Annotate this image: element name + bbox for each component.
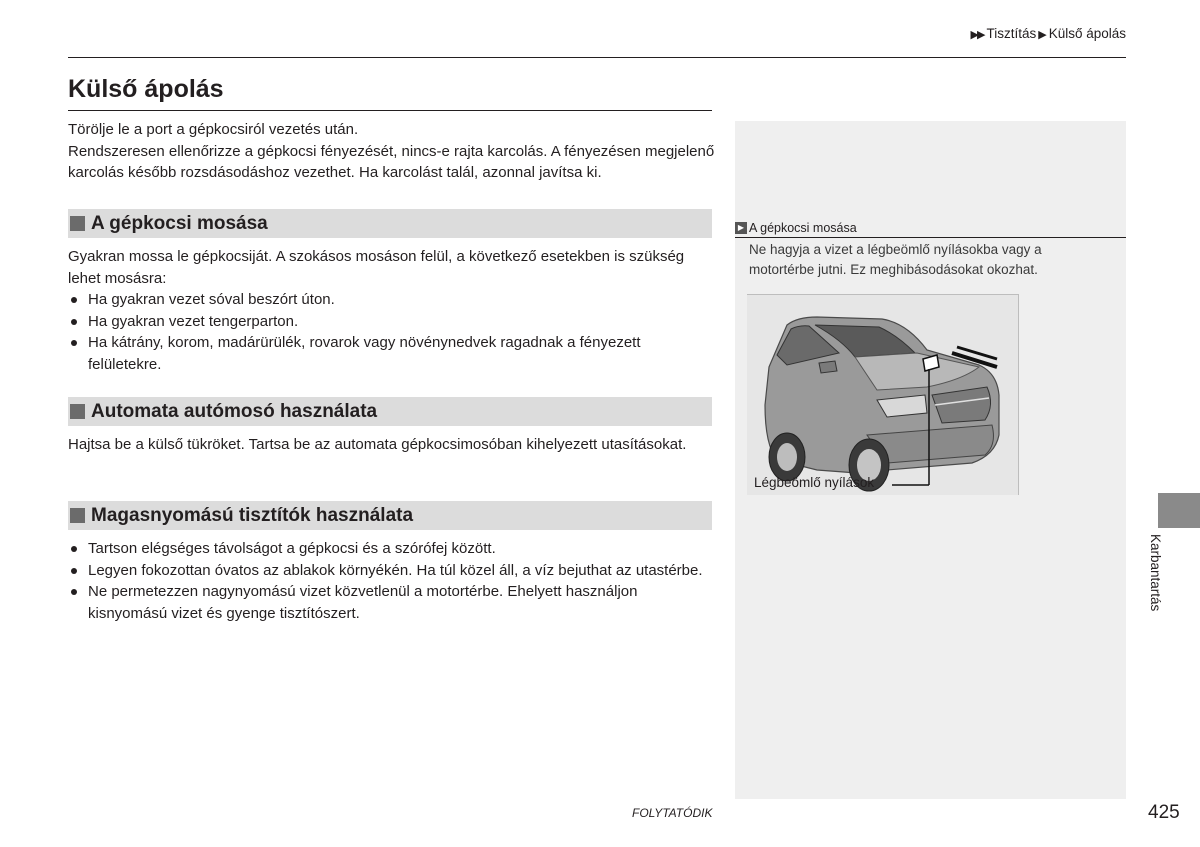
section-square-icon <box>70 404 85 419</box>
section-header-washing <box>68 209 712 238</box>
continued-indicator: FOLYTATÓDIK <box>632 806 713 820</box>
bullet-list <box>68 289 718 375</box>
intro-line-2: Rendszeresen ellenőrizze a gépkocsi fényezését, nincs-e rajta karcolás. A fényezésen megjelenő karcolás később rozsdásodáshoz vezethet. Ha karcolást talál, azonnal javítsa ki. <box>68 142 715 181</box>
list-item: Ha kátrány, korom, madárürülék, rovarok vagy növénynedvek ragadnak a fényezett felületekre. <box>68 332 718 375</box>
side-note-header <box>735 218 1126 238</box>
car-illustration <box>747 294 1019 495</box>
breadcrumb <box>971 26 1126 41</box>
chapter-name: Karbantartás <box>1148 534 1163 612</box>
chapter-tab-label <box>1145 534 1181 634</box>
side-note-text: Ne hagyja a vizet a légbeömlő nyílásokba vagy a motortérbe jutni. Ez meghibásodásokat okozhat. <box>749 242 1042 277</box>
side-note-title: A gépkocsi mosása <box>749 220 857 235</box>
list-item: Ne permetezzen nagynyomású vizet közvetlenül a motortérbe. Ehelyett használjon kisnyomású vizet és gyenge tisztítószert. <box>68 581 718 624</box>
arrow-icon: ▶ <box>1038 29 1047 41</box>
section-title: A gépkocsi mosása <box>91 212 268 234</box>
intro-line-1: Törölje le a port a gépkocsiról vezetés után. <box>68 121 359 138</box>
breadcrumb-item-exterior-care: Külső ápolás <box>1048 26 1126 41</box>
breadcrumb-item-cleaning: Tisztítás <box>986 26 1037 41</box>
section-text: Gyakran mossa le gépkocsiját. A szokásos mosáson felül, a következő esetekben is szükség lehet mosásra: <box>68 248 685 287</box>
bullet-list <box>68 538 718 624</box>
section-text: Hajtsa be a külső tükröket. Tartsa be az automata gépkocsimosóban kihelyezett utasításokat. <box>68 436 687 453</box>
section-title: Automata autómosó használata <box>91 400 378 422</box>
note-arrow-icon: ▶ <box>735 222 747 234</box>
list-item: Ha gyakran vezet sóval beszórt úton. <box>68 289 718 311</box>
header-divider <box>68 57 1126 58</box>
section-header-automatic-carwash <box>68 397 712 426</box>
section-body-pressure-washer <box>68 538 718 624</box>
section-body-washing <box>68 246 718 375</box>
section-square-icon <box>70 508 85 523</box>
list-item: Legyen fokozottan óvatos az ablakok környékén. Ha túl közel áll, a víz bejuthat az utastérbe. <box>68 560 718 582</box>
section-title: Magasnyomású tisztítók használata <box>91 504 414 526</box>
title-divider <box>68 110 712 111</box>
figure-label: Légbeömlő nyílások <box>754 475 875 490</box>
list-item: Ha gyakran vezet tengerparton. <box>68 311 718 333</box>
list-item: Tartson elégséges távolságot a gépkocsi és a szórófej között. <box>68 538 718 560</box>
intro-text <box>68 119 718 184</box>
page-number: 425 <box>1148 802 1180 823</box>
page-title: Külső ápolás <box>68 75 224 103</box>
double-arrow-icon: ▶▶ <box>970 29 984 41</box>
section-square-icon <box>70 216 85 231</box>
section-body-automatic-carwash <box>68 434 718 456</box>
chapter-tab <box>1158 493 1200 528</box>
car-drawing <box>747 295 1018 495</box>
section-header-pressure-washer <box>68 501 712 530</box>
